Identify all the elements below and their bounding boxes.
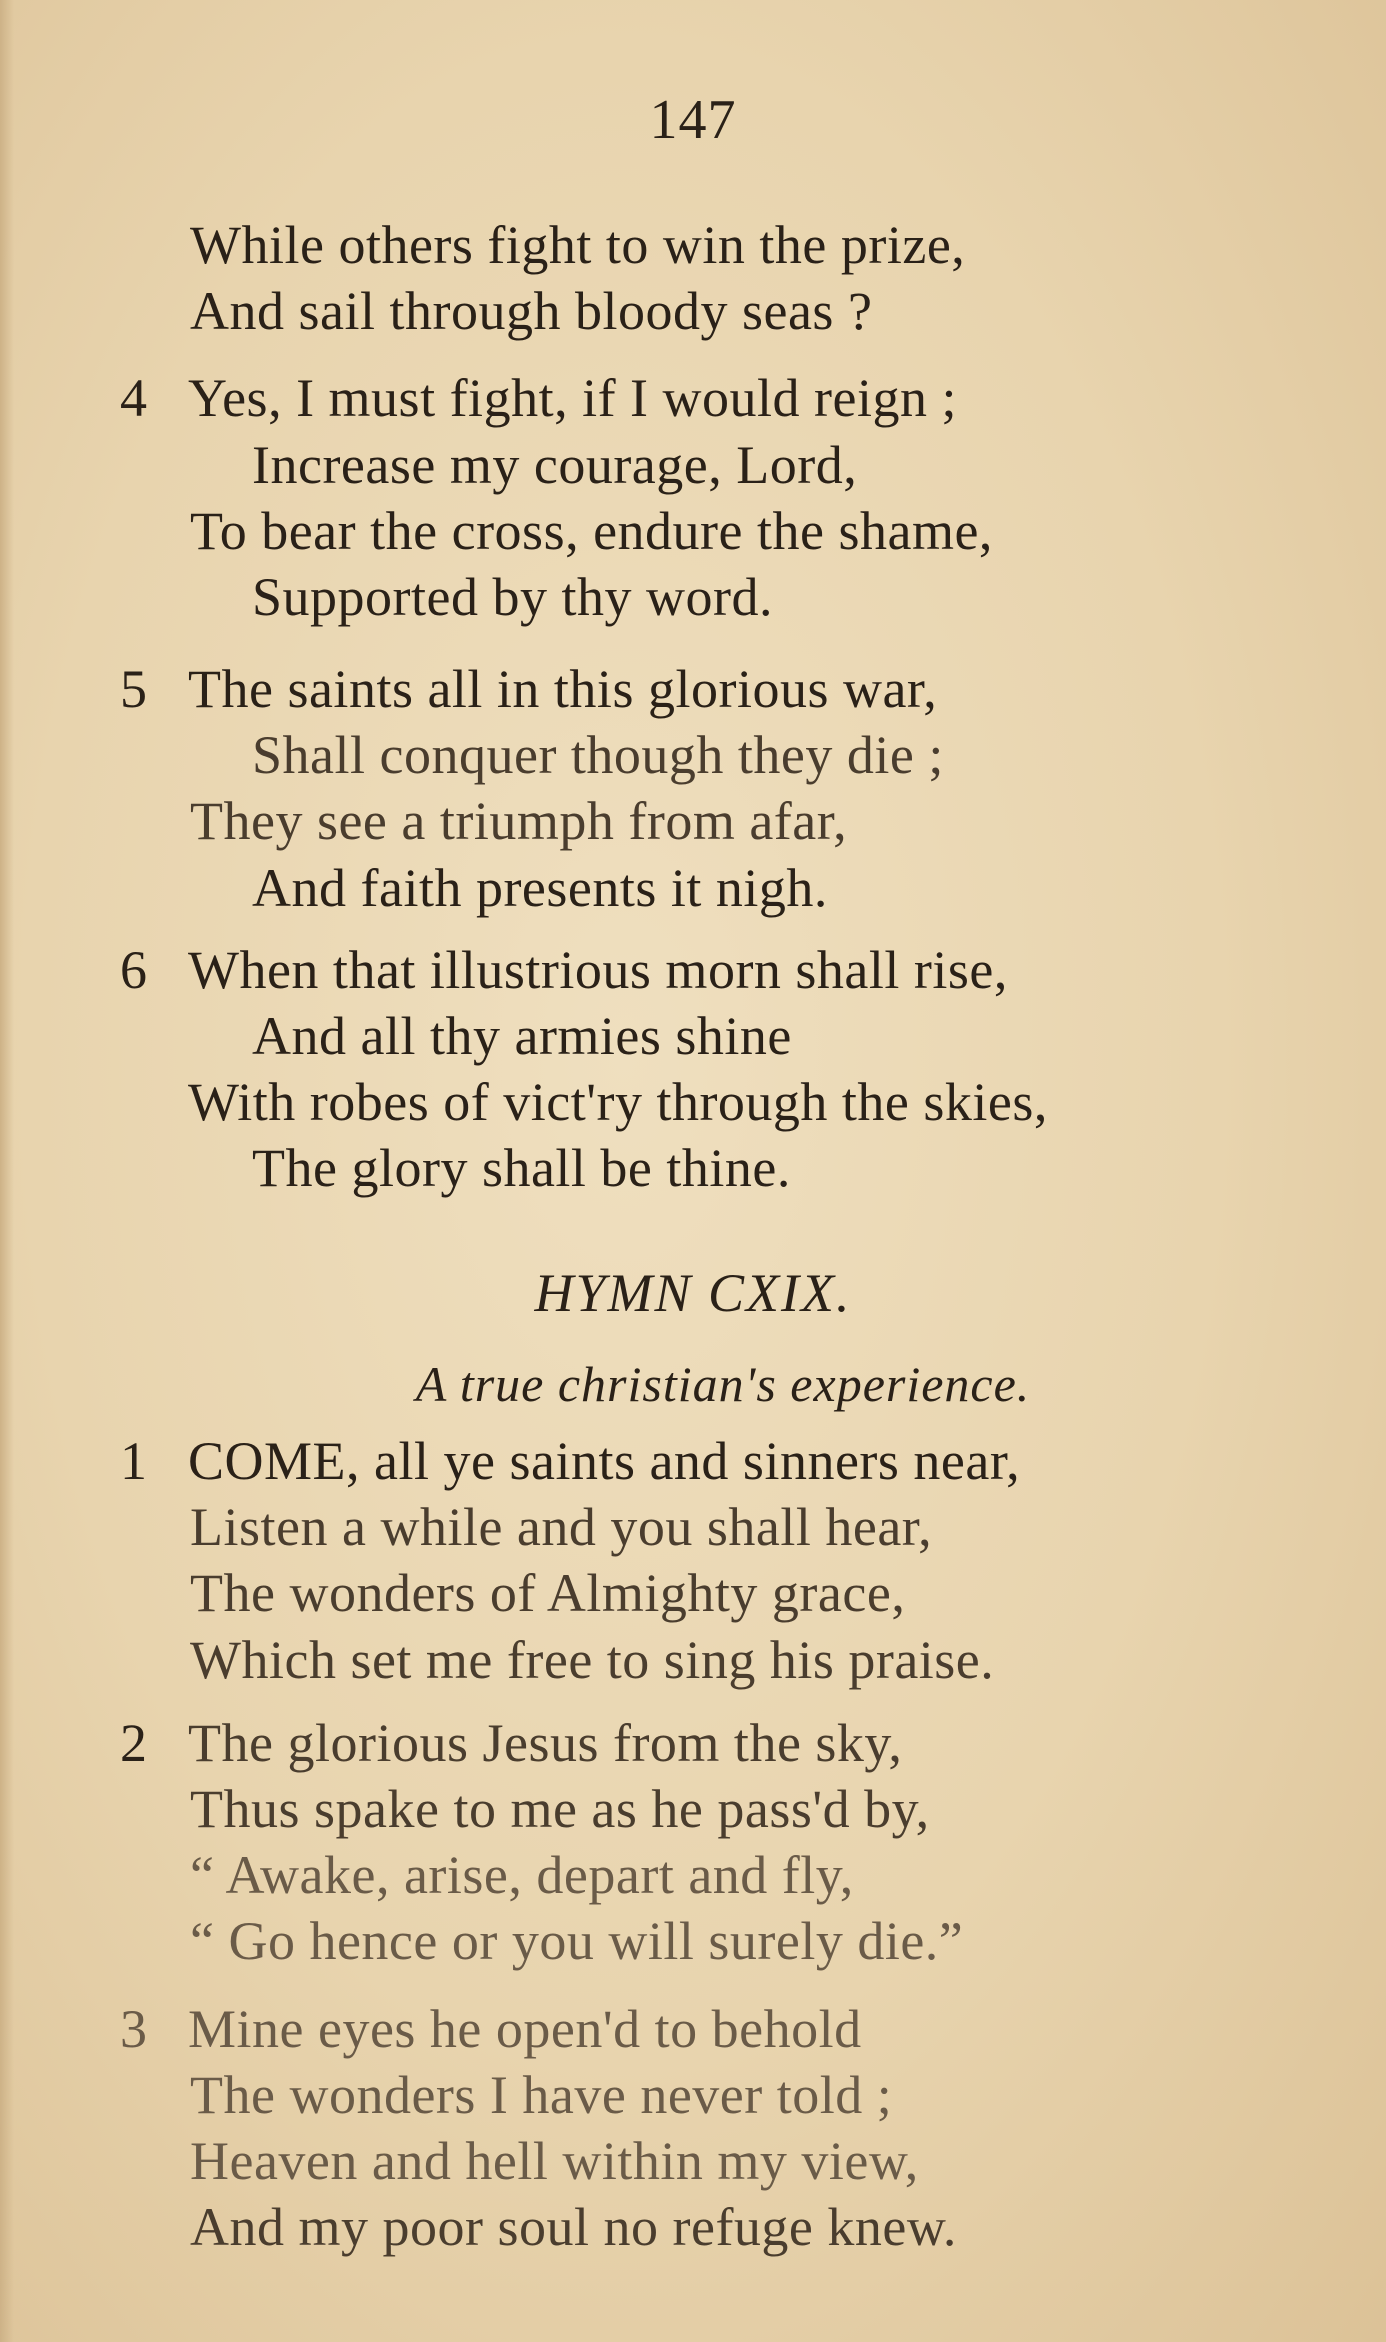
verse-line: And sail through bloody seas ? xyxy=(190,281,873,341)
verse-number: 5 xyxy=(120,659,147,719)
verse-number: 6 xyxy=(120,940,147,1000)
verse-line: The saints all in this glorious war, xyxy=(188,659,938,719)
verse-line: To bear the cross, endure the shame, xyxy=(190,501,993,561)
verse-line: With robes of vict'ry through the skies, xyxy=(188,1072,1048,1132)
verse-line: The wonders of Almighty grace, xyxy=(190,1563,906,1623)
verse-line: Which set me free to sing his praise. xyxy=(190,1630,995,1690)
verse-line: And faith presents it nigh. xyxy=(252,858,828,918)
verse-line: While others fight to win the prize, xyxy=(190,215,966,275)
verse-line: Thus spake to me as he pass'd by, xyxy=(190,1779,930,1839)
verse-line: “ Go hence or you will surely die.” xyxy=(190,1911,964,1971)
verse-line: When that illustrious morn shall rise, xyxy=(188,940,1008,1000)
verse-line: Shall conquer though they die ; xyxy=(252,725,944,785)
verse-line: The glory shall be thine. xyxy=(252,1138,791,1198)
verse-number: 4 xyxy=(120,368,147,428)
verse-line: Supported by thy word. xyxy=(252,567,773,627)
verse-line: The wonders I have never told ; xyxy=(190,2065,893,2125)
verse-number: 1 xyxy=(120,1431,147,1491)
verse-number: 3 xyxy=(120,1999,147,2059)
hymn-subtitle: A true christian's experience. xyxy=(415,1356,1031,1412)
page-number: 147 xyxy=(649,89,737,151)
page-edge-shadow xyxy=(0,0,14,2342)
verse-line: And my poor soul no refuge knew. xyxy=(190,2197,957,2257)
hymn-title: HYMN CXIX. xyxy=(534,1263,852,1323)
verse-line: “ Awake, arise, depart and fly, xyxy=(190,1845,854,1905)
verse-line: Heaven and hell within my view, xyxy=(190,2131,919,2191)
verse-line: COME, all ye saints and sinners near, xyxy=(188,1431,1021,1491)
verse-line: They see a triumph from afar, xyxy=(190,791,848,851)
verse-line: The glorious Jesus from the sky, xyxy=(188,1713,903,1773)
verse-line: Mine eyes he open'd to behold xyxy=(188,1999,862,2059)
verse-line: Increase my courage, Lord, xyxy=(252,435,858,495)
verse-line: Listen a while and you shall hear, xyxy=(190,1497,933,1557)
verse-line: And all thy armies shine xyxy=(252,1006,792,1066)
verse-number: 2 xyxy=(120,1713,147,1773)
verse-line: Yes, I must fight, if I would reign ; xyxy=(188,368,957,428)
